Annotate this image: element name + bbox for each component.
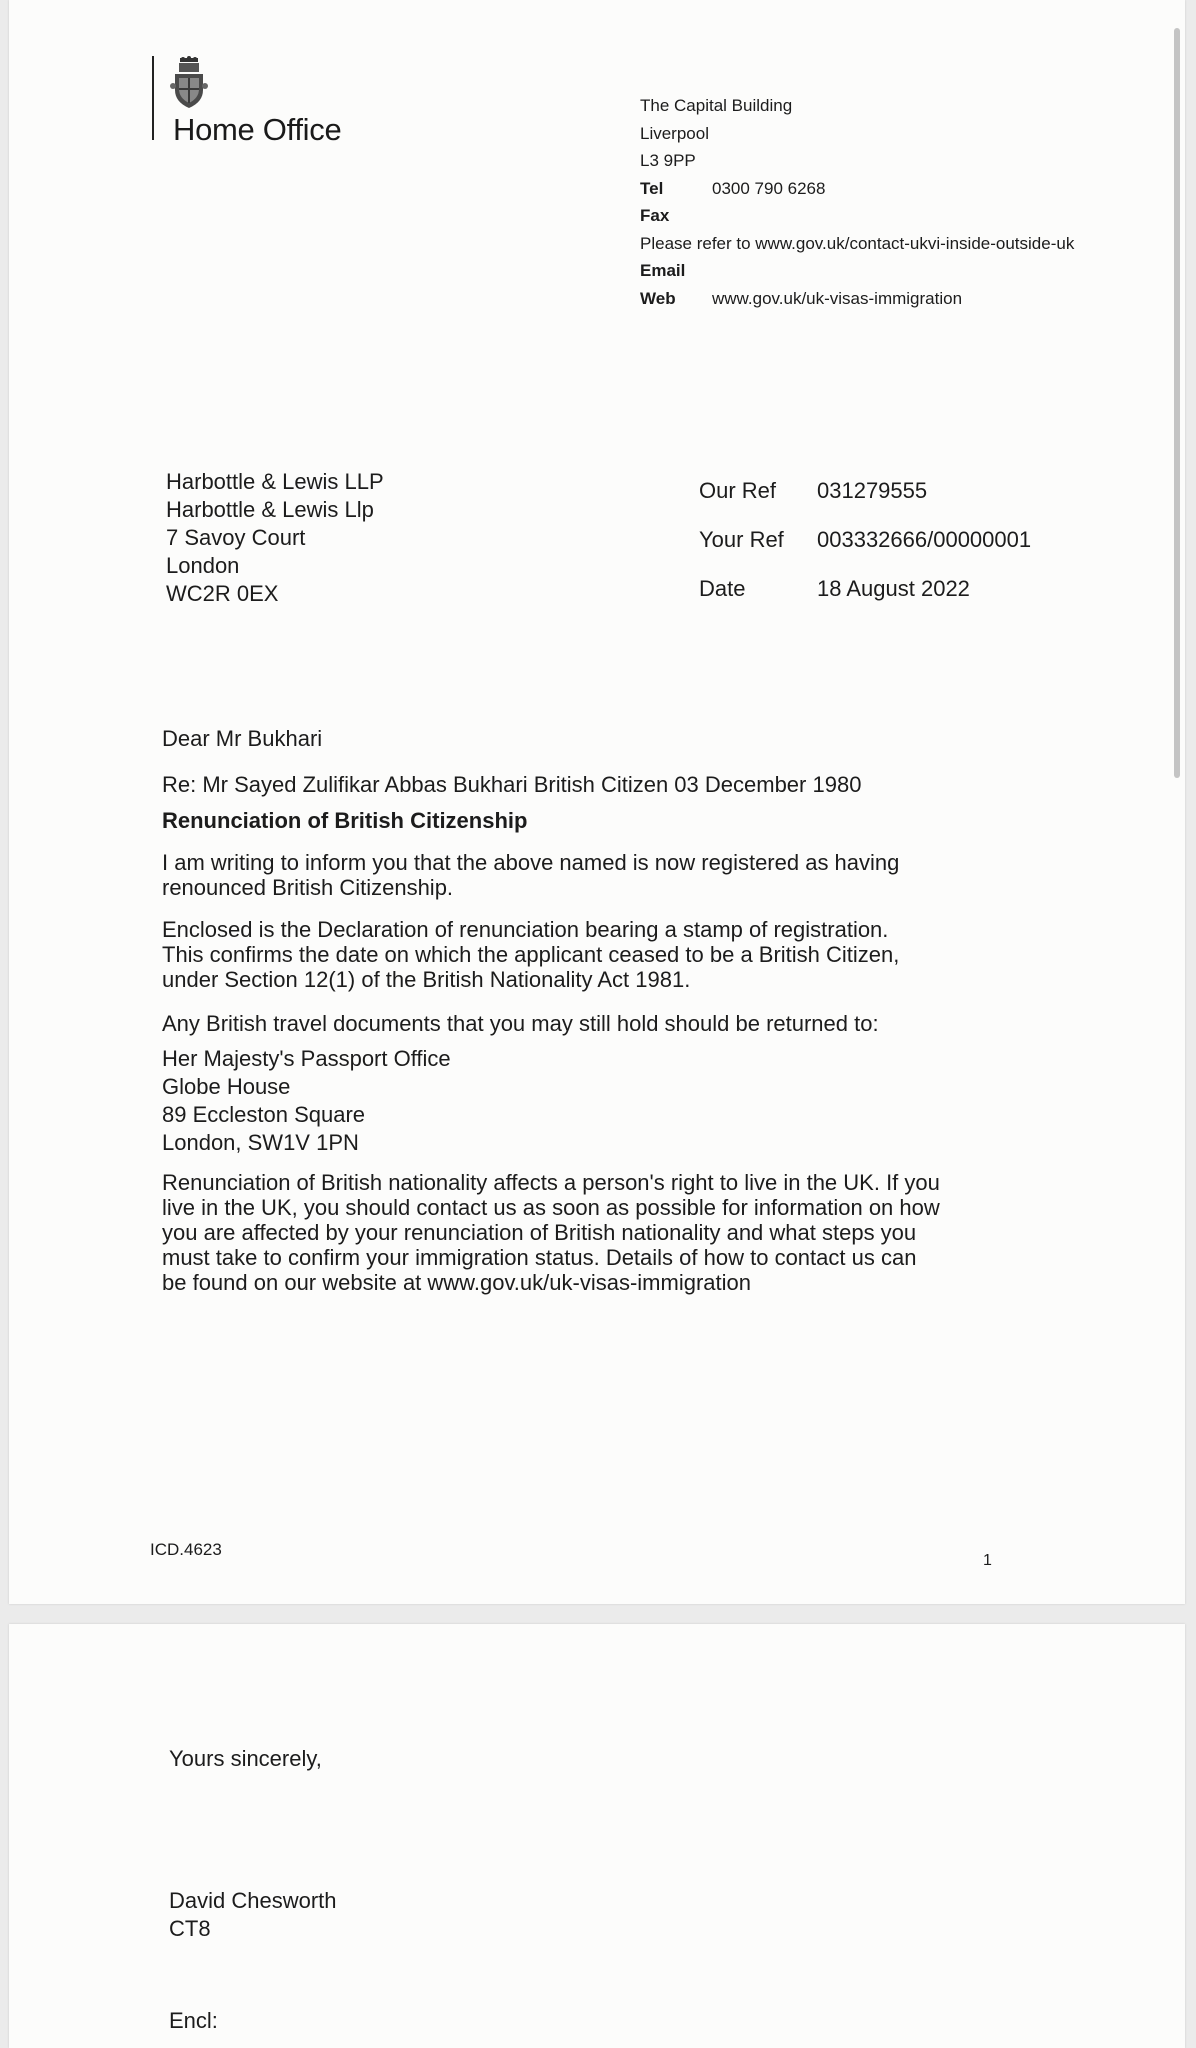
subject-heading: Renunciation of British Citizenship [162, 808, 528, 833]
form-code: ICD.4623 [150, 1540, 222, 1559]
salutation: Dear Mr Bukhari [162, 726, 323, 751]
recipient-line: Harbottle & Lewis Llp [166, 497, 374, 522]
text-line: Renunciation of British nationality affects a person's right to live in the UK. If you [162, 1170, 940, 1195]
sender-address [640, 92, 1074, 312]
your-ref-value: 003332666/00000001 [817, 527, 1032, 552]
text-line: renounced British Citizenship. [162, 875, 454, 900]
passport-office-address [162, 1045, 1022, 1157]
your-ref-row [699, 527, 1031, 576]
address-line: L3 9PP [640, 151, 696, 170]
contact-refer-text: Please refer to www.gov.uk/contact-ukvi-inside-outside-uk [640, 233, 1075, 253]
address-line: Her Majesty's Passport Office [162, 1046, 451, 1071]
text-line: live in the UK, you should contact us as soon as possible for information on how [162, 1195, 940, 1220]
org-name: Home Office [173, 112, 342, 147]
text-line: This confirms the date on which the applicant ceased to be a British Citizen, [162, 942, 900, 967]
reference-block [699, 478, 1031, 625]
fax-label: Fax [640, 206, 670, 225]
letter-page-2 [9, 1624, 1185, 2048]
letter-page-1 [9, 0, 1185, 1604]
paragraph-declaration [162, 917, 1022, 992]
our-ref-row [699, 478, 1031, 527]
text-line: I am writing to inform you that the above named is now registered as having [162, 850, 900, 875]
address-line: London, SW1V 1PN [162, 1130, 359, 1155]
email-label: Email [640, 261, 686, 280]
address-line: Liverpool [640, 123, 709, 143]
enclosure-label: Encl: [169, 2008, 218, 2033]
signatory-name: David Chesworth [169, 1888, 337, 1913]
page-number: 1 [983, 1552, 992, 1569]
our-ref-label: Our Ref [699, 478, 777, 503]
recipient-line: WC2R 0EX [166, 581, 279, 606]
paragraph-travel-documents: Any British travel documents that you may still hold should be returned to: [162, 1011, 879, 1036]
date-row [699, 576, 1031, 625]
tel-label: Tel [640, 178, 664, 198]
address-line: 89 Eccleston Square [162, 1102, 366, 1127]
web-value: www.gov.uk/uk-visas-immigration [712, 288, 963, 308]
address-line: The Capital Building [640, 96, 793, 115]
tel-value: 0300 790 6268 [712, 178, 826, 198]
text-line: you are affected by your renunciation of British nationality and what steps you [162, 1220, 917, 1245]
date-value: 18 August 2022 [817, 576, 970, 601]
paragraph-registered [162, 850, 1022, 900]
royal-crest-icon [169, 56, 209, 110]
email-row [640, 257, 1074, 285]
text-line: Enclosed is the Declaration of renunciation bearing a stamp of registration. [162, 917, 889, 942]
re-line: Re: Mr Sayed Zulifikar Abbas Bukhari British Citizen 03 December 1980 [162, 772, 862, 797]
web-label: Web [640, 288, 676, 308]
web-row [640, 285, 1074, 313]
text-line: under Section 12(1) of the British Nationality Act 1981. [162, 967, 691, 992]
address-line: Globe House [162, 1074, 291, 1099]
your-ref-label: Your Ref [699, 527, 784, 552]
our-ref-value: 031279555 [817, 478, 928, 503]
fax-row [640, 202, 1074, 230]
recipient-line: Harbottle & Lewis LLP [166, 469, 384, 494]
closing: Yours sincerely, [169, 1746, 322, 1771]
text-line: be found on our website at www.gov.uk/uk-visas-immigration [162, 1270, 751, 1295]
signatory-team: CT8 [169, 1916, 211, 1941]
recipient-line: London [166, 553, 240, 578]
date-label: Date [699, 576, 746, 601]
paragraph-immigration-status [162, 1170, 1022, 1295]
recipient-line: 7 Savoy Court [166, 525, 306, 550]
logo-divider [152, 56, 154, 140]
text-line: must take to confirm your immigration status. Details of how to contact us can [162, 1245, 917, 1270]
recipient-address [166, 468, 384, 608]
scrollbar-thumb[interactable] [1174, 28, 1180, 778]
tel-row [640, 175, 1074, 203]
